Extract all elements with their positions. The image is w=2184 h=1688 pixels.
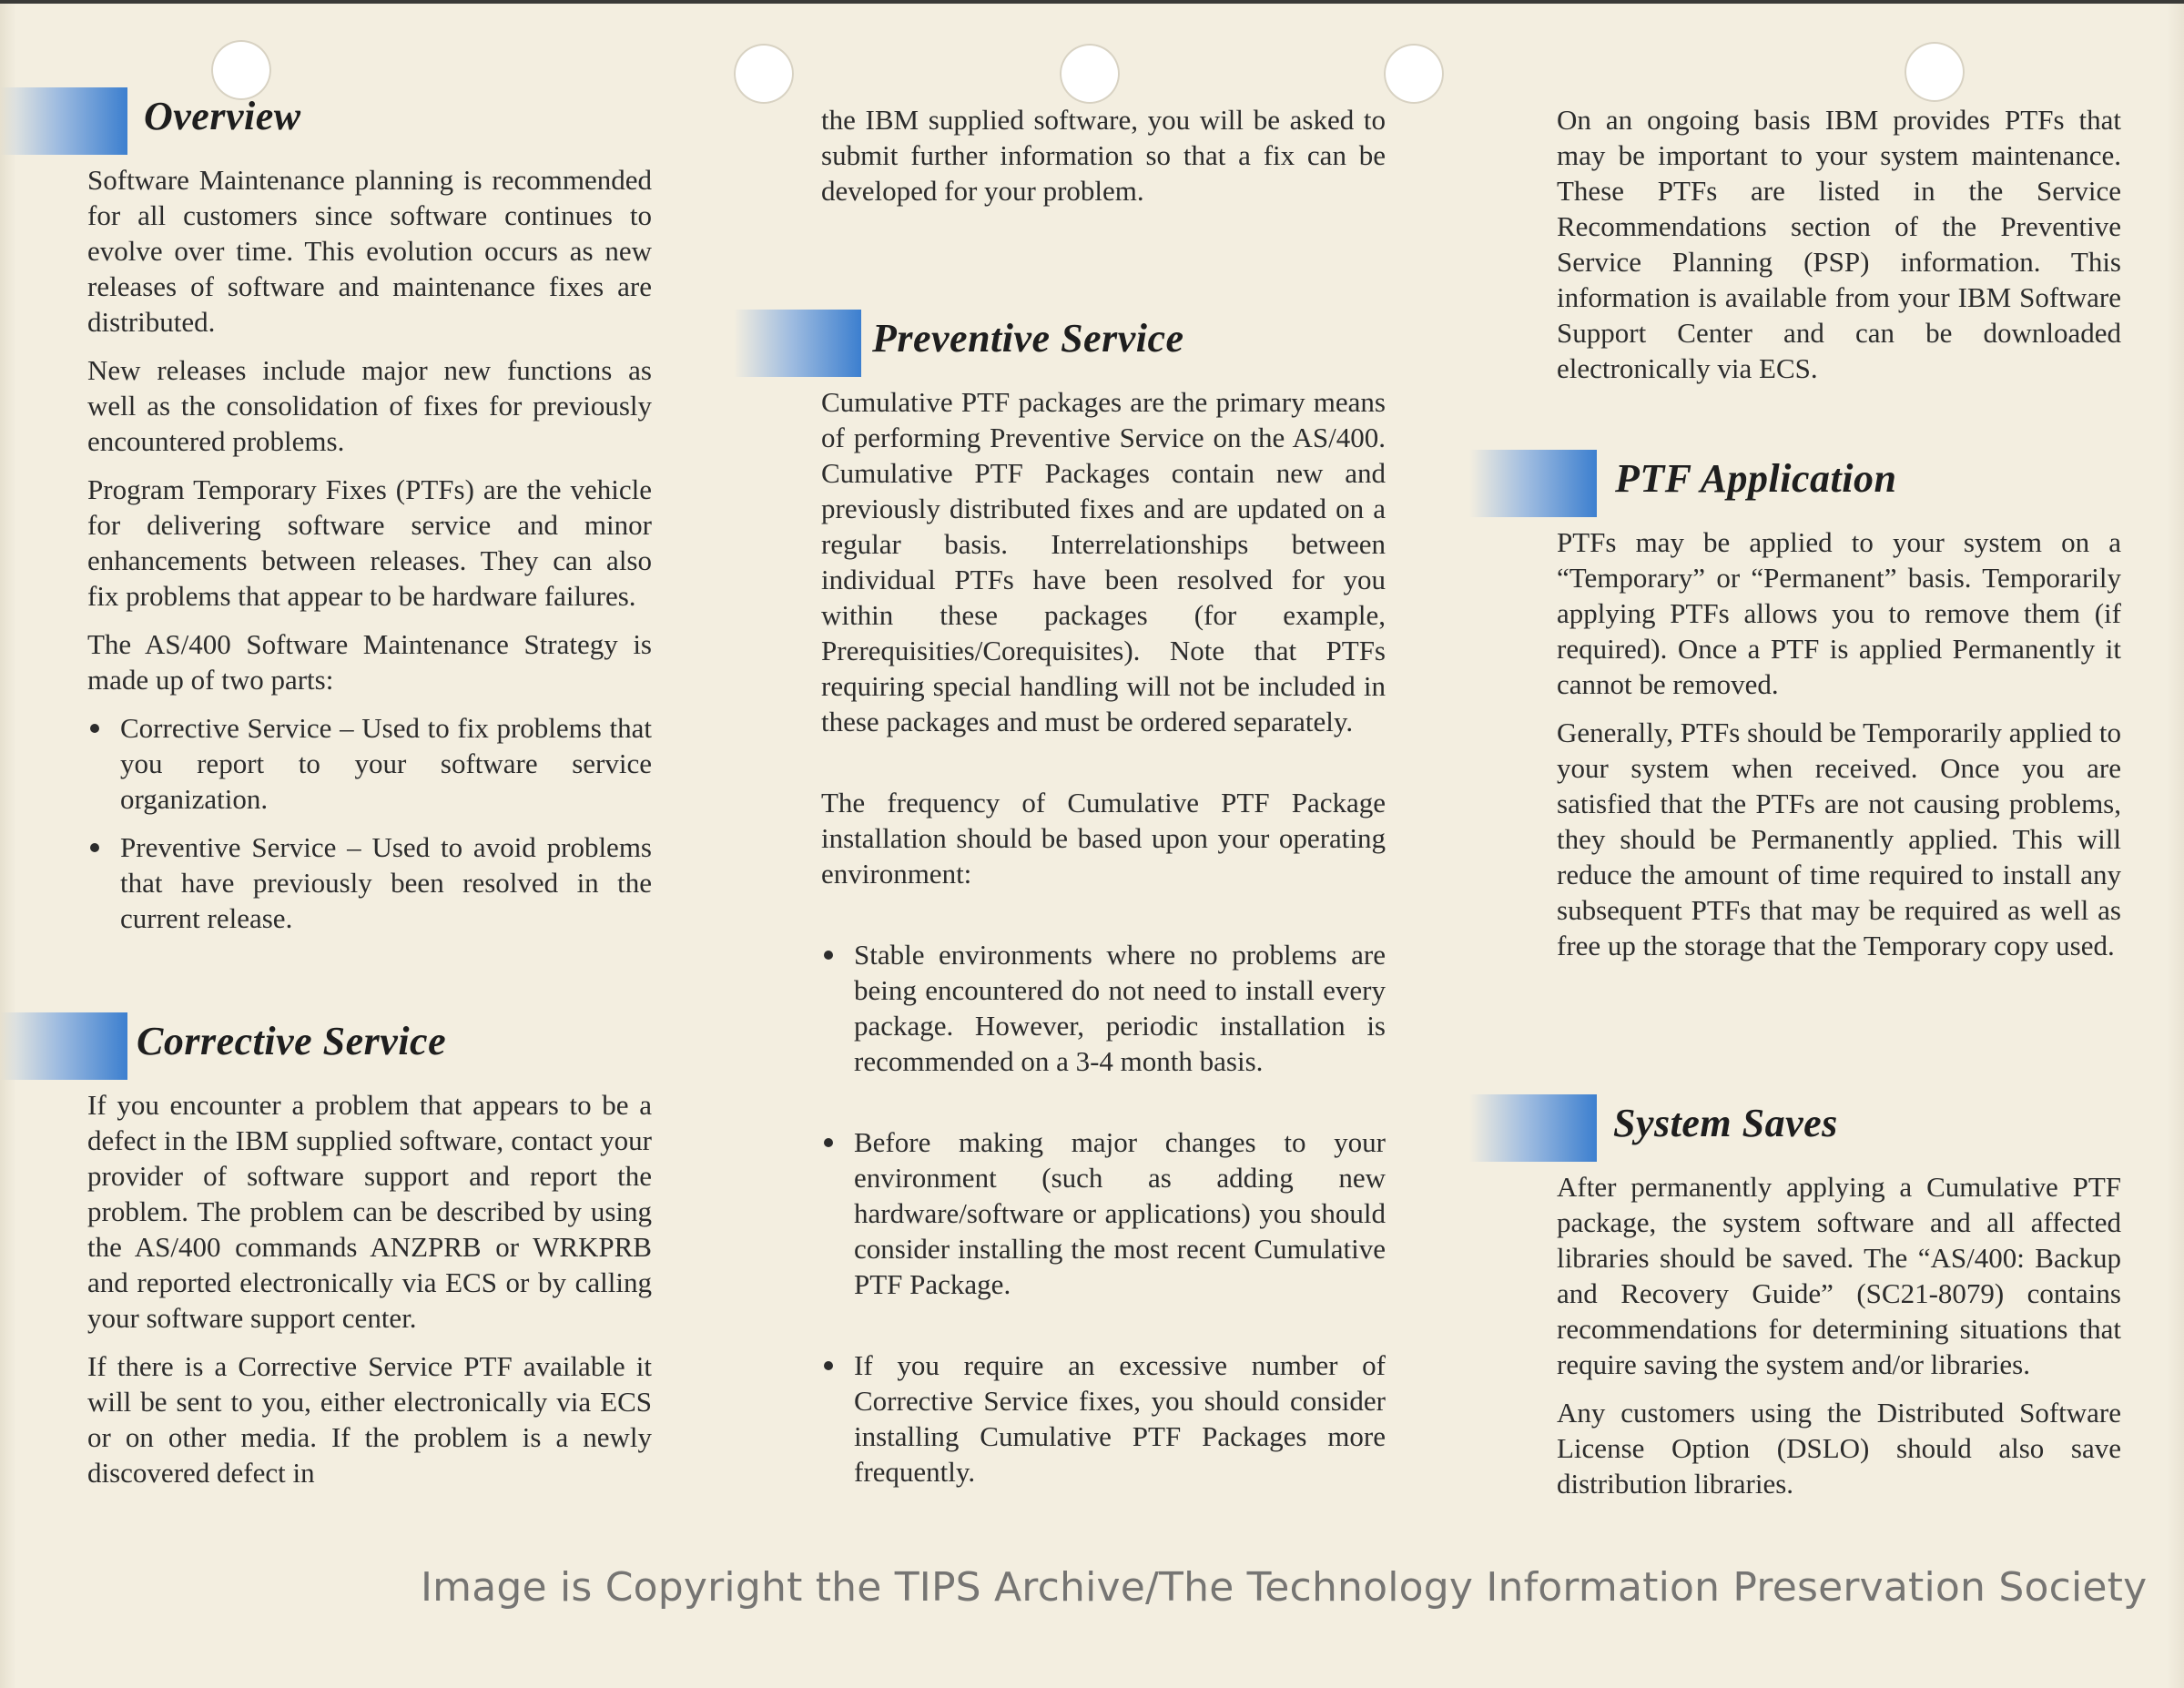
heading-overview: Overview bbox=[144, 94, 301, 138]
system-saves-paragraph: After permanently applying a Cumulative PTF package, the system software and all affected libraries should be saved. The “AS/400: Backup and Recovery Guide” (SC21-8079) contains recommendations for determining situations that require saving the system and/or libraries. bbox=[1557, 1171, 2121, 1380]
punch-hole bbox=[1384, 44, 1444, 104]
punch-hole bbox=[1060, 44, 1120, 104]
overview-list bbox=[87, 710, 652, 936]
punch-hole bbox=[734, 44, 794, 104]
section-overview bbox=[87, 87, 652, 949]
ongoing-paragraph: On an ongoing basis IBM provides PTFs that may be important to your system maintenance. These PTFs are listed in the Service Recommendations section of the Preventive Service Planning (PSP) information. This information is available from your IBM Software Support Center and can be downloaded electronically via ECS. bbox=[1557, 104, 2121, 384]
corrective-paragraph: If you encounter a problem that appears to be a defect in the IBM supplied software, contact your provider of software support and report the problem. The problem can be described by using the AS/400 commands ANZPRB or WRKPRB and reported electronically via ECS or by calling your software support center. bbox=[87, 1089, 652, 1334]
heading-gradient-bar bbox=[0, 87, 127, 155]
heading-gradient-bar bbox=[0, 1012, 127, 1080]
heading-gradient-bar bbox=[734, 310, 861, 377]
scan-edge bbox=[0, 0, 2184, 4]
preventive-paragraph: Cumulative PTF packages are the primary means of performing Preventive Service on the AS/400. Cumulative PTF Packages contain new and previously distributed fixes and are updated on a regular basis. Interrelationships between individual PTFs have been resolved for you within these packages (for example, Prerequisities/Corequisites). Note that PTFs requiring special handling will not be included in these packages and must be ordered separately. bbox=[821, 386, 1386, 737]
ptf-application-paragraph: PTFs may be applied to your system on a “Temporary” or “Permanent” basis. Temporarily applying PTFs allows you to remove them (if required). Once a PTF is applied Permanently it cannot be removed. bbox=[1557, 526, 2121, 700]
corrective-paragraph: the IBM supplied software, you will be asked to submit further information so that a fix can be developed for your problem. bbox=[821, 104, 1386, 207]
list-item: Corrective Service – Used to fix problems that you report to your software service organization. bbox=[87, 710, 652, 817]
section-ptf-application bbox=[1557, 450, 2121, 976]
heading-system-saves: System Saves bbox=[1613, 1101, 1838, 1145]
list-item: Preventive Service – Used to avoid problems that have previously been resolved in the current release. bbox=[87, 829, 652, 936]
preventive-list bbox=[821, 937, 1386, 1490]
list-item: Stable environments where no problems are being encountered do not need to install every package. However, periodic installation is recommended on a 3-4 month basis. bbox=[821, 937, 1386, 1079]
overview-paragraph: The AS/400 Software Maintenance Strategy is made up of two parts: bbox=[87, 628, 652, 696]
list-item: Before making major changes to your environment (such as adding new hardware/software or applications) you should consider installing the most recent Cumulative PTF Package. bbox=[821, 1124, 1386, 1302]
punch-hole bbox=[1905, 42, 1965, 102]
preventive-paragraph: The frequency of Cumulative PTF Package installation should be based upon your operating environment: bbox=[821, 787, 1386, 890]
ongoing-paragraph-block bbox=[1557, 102, 2121, 399]
section-preventive-service bbox=[821, 310, 1386, 1502]
heading-gradient-bar bbox=[1469, 450, 1597, 517]
corrective-paragraph: If there is a Corrective Service PTF available it will be sent to you, either electronically via ECS or on other media. If the problem is a newly discovered defect in bbox=[87, 1350, 652, 1489]
overview-paragraph: Program Temporary Fixes (PTFs) are the vehicle for delivering software service and minor enhancements between releases. They can also fix problems that appear to be hardware failures. bbox=[87, 473, 652, 612]
section-corrective-service bbox=[87, 1012, 652, 1503]
corrective-continued bbox=[821, 102, 1386, 221]
heading-preventive-service: Preventive Service bbox=[872, 316, 1184, 361]
heading-gradient-bar bbox=[1469, 1094, 1597, 1162]
section-system-saves bbox=[1557, 1094, 2121, 1514]
heading-ptf-application: PTF Application bbox=[1615, 456, 1897, 501]
ptf-application-paragraph: Generally, PTFs should be Temporarily applied to your system when received. Once you are satisfied that the PTFs are not causing problems, they should be Permanently applied. This will reduce the amount of time required to install any subsequent PTFs that may be required as well as free up the storage that the Temporary copy used. bbox=[1557, 717, 2121, 961]
overview-paragraph: New releases include major new functions as well as the consolidation of fixes for previously encountered problems. bbox=[87, 354, 652, 457]
copyright-watermark: Image is Copyright the TIPS Archive/The Technology Information Preservation Society bbox=[421, 1564, 2148, 1611]
heading-corrective-service: Corrective Service bbox=[137, 1019, 447, 1063]
list-item: If you require an excessive number of Corrective Service fixes, you should consider installing Cumulative PTF Packages more frequently. bbox=[821, 1347, 1386, 1490]
overview-paragraph: Software Maintenance planning is recommended for all customers since software continues to evolve over time. This evolution occurs as new releases of software and maintenance fixes are distributed. bbox=[87, 164, 652, 338]
system-saves-paragraph: Any customers using the Distributed Software License Option (DSLO) should also save distribution libraries. bbox=[1557, 1397, 2121, 1500]
